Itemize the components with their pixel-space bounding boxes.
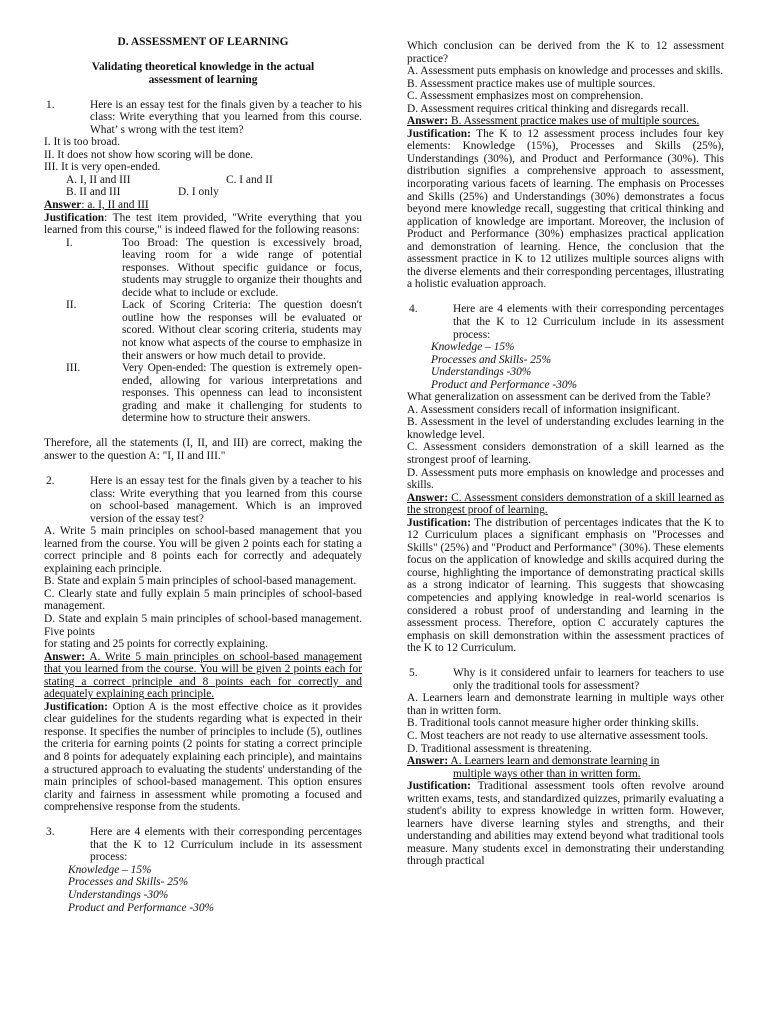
options-row [44,174,362,187]
justification-label: Justification: [407,127,471,140]
justification-label: Justification: [44,700,108,713]
justification [407,780,724,868]
option: B. Traditional tools cannot measure higher order thinking skills. [407,717,699,730]
answer-line [407,115,724,128]
element-item: Product and Performance -30% [68,901,215,914]
answer-text: C. Assessment considers demonstration of a skill learned as the strongest proof of learning. [407,491,724,517]
answer-line [407,755,724,768]
reason-text: Lack of Scoring Criteria: The question doesn't outline how the responses will be evaluated or scored. Without clear scoring criteria, students may not know what aspects of the course to emphasize in their answers or how much detail to provide. [122,299,362,362]
element-item: Knowledge – 15% [431,341,515,354]
statement: III. It is very open-ended. [44,161,161,174]
justification-text: The K to 12 assessment process includes four key elements: Knowledge (15%), Processes and Skills (25%), Understandings (30%), and Product and Performance (30%). This distribution signifies a comprehensive approach to assessment, incorporating various facets of learning. The emphasis on Processes and Skills (25%) and Understandings (30%) demonstrates a focus beyond mere knowledge recall, suggesting that critical thinking and application of knowledge are important. Moreover, the inclusion of Product and Performance (30%) emphasizes practical application and demonstration of learning. Hence, the conclusion that the assessment practice in K to 12 utilizes multiple sources aligns with the diverse elements and their corresponding percentages, illustrating a holistic evaluation approach. [407,127,724,291]
question-text: Here are 4 elements with their corresponding percentages that the K to 12 Curriculum include in its assessment process: [453,303,724,341]
option: A. I, II and III [66,173,131,186]
option: B. Assessment practice makes use of multiple sources. [407,77,656,90]
answer-text: : a. I, II and III [81,199,149,212]
element-item: Processes and Skills- 25% [431,353,552,366]
justification-label: Justification: [407,780,471,793]
question-number: 5. [409,667,418,680]
question-number: 2. [46,474,55,487]
option: C. Assessment considers demonstration of a skill learned as the strongest proof of learning. [407,441,724,466]
justification-text: Traditional assessment tools often revolve around written exams, tests, and standardized quizzes, primarily evaluating a student's ability to express knowledge in written form. However, learners have diverse learning styles and strengths, and their understanding and abilities may extend beyond what traditional tools measure. Many students excel in demonstrating their understanding through practical [407,780,724,868]
reason-text: Too Broad: The question is excessively broad, leaving room for a wide range of potential responses. Without specific guidance or focus, students may struggle to organize their thoughts and decide what to include or exclude. [122,236,362,299]
option: C. Most teachers are not ready to use alternative assessment tools. [407,729,709,742]
question-number: 1. [46,98,55,111]
element-item: Product and Performance -30% [431,378,578,391]
justification [407,128,724,291]
option: D. Assessment puts more emphasis on knowledge and processes and skills. [407,466,724,492]
answer-text: B. Assessment practice makes use of multiple sources. [448,115,700,128]
answer-label: Answer: [407,115,449,128]
justification [407,517,724,655]
option: D. Traditional assessment is threatening. [407,742,592,755]
reason-item [44,237,362,300]
option: B. II and III [66,186,121,199]
reason-number: I. [66,236,73,249]
option-d-continued: for stating and 25 points for correctly explaining. [44,638,268,651]
question-1 [44,99,362,137]
justification [44,701,362,814]
option-d: D. State and explain 5 main principles of school-based management. Five points [44,612,362,638]
question-number: 3. [46,826,55,839]
option-b: B. State and explain 5 main principles of school-based management. [44,575,357,588]
answer-text: A. Learners learn and demonstrate learning in [448,755,660,768]
justification-text: The distribution of percentages indicates that the K to 12 Curriculum places a significant emphasis on "Processes and Skills" (25%) and "Product and Performance" (30%). These elements focus on the application of knowledge and skills acquired during the course, highlighting the importance of demonstrating practical skills as a strong indicator of learning. This suggests that showcasing competencies and applying knowledge in real-world scenarios is considered a robust proof of understanding and learning in the assessment process. Therefore, option C accurately captures the emphasis on skill demonstration within the assessment practices of the K to 12 Curriculum. [407,516,724,655]
justification [44,212,362,237]
question-3-prompt: Which conclusion can be derived from the K to 12 assessment practice? [407,40,724,65]
statement: I. It is too broad. [44,136,120,149]
statement: II. It does not show how scoring will be done. [44,148,254,161]
option-a: A. Write 5 main principles on school-based management that you learned from the course. You will be given 2 points each for stating a correct principle and 8 points each for correctly and adequately explaining each principle. [44,525,362,575]
question-2 [44,475,362,525]
answer-line [44,199,362,212]
question-text: Here are 4 elements with their corresponding percentages that the K to 12 Curriculum include in its assessment process: [90,826,362,864]
question-4 [407,303,724,341]
conclusion-paragraph: Therefore, all the statements (I, II, and III) are correct, making the answer to the question A: "I, II and III." [44,437,362,462]
left-column [44,36,362,914]
option: C. I and II [226,173,273,186]
answer-label: Answer: [407,755,449,768]
question-number: 4. [409,303,418,316]
answer-line [407,492,724,517]
option: A. Learners learn and demonstrate learning in multiple ways other than in written form. [407,692,724,717]
right-column [407,40,724,868]
question-text: Here is an essay test for the finals given by a teacher to his class: Write everything that you learned from this course on school-based management. Which is an improved version of the essay test? [90,474,362,525]
justification-label: Justification [44,211,105,224]
section-heading: D. ASSESSMENT OF LEARNING [117,36,289,48]
reason-number: II. [66,299,77,312]
justification-text: : The test item provided, "Write everything that you learned from this course," is indeed flawed for the following reasons: [44,211,362,237]
option: A. Assessment considers recall of information insignificant. [407,403,680,416]
option: A. Assessment puts emphasis on knowledge and processes and skills. [407,65,724,78]
option: D. Assessment requires critical thinking and disregards recall. [407,102,689,115]
question-3 [44,826,362,864]
answer-label: Answer [44,199,82,212]
option: D. I only [178,186,219,199]
section-subheading: Validating theoretical knowledge in the actual assessment of learning [91,61,315,86]
option-c: C. Clearly state and fully explain 5 main principles of school-based management. [44,587,362,613]
justification-text: Option A is the most effective choice as it provides clear guidelines for the students regarding what is expected in their response. It specifies the number of principles to include (5), outlines the criteria for earning points (2 points for stating a correct principle and 8 points for adequately explaining each principle), and maintains a structured approach to evaluating the students' understanding of the main principles of school-based management. This option ensures clarity and fairness in assessment while promoting a focused and comprehensive response from the students. [44,700,362,814]
options-row [44,186,362,199]
element-item: Knowledge – 15% [68,863,152,876]
question-5 [407,667,724,692]
reason-item [44,362,362,425]
element-item: Processes and Skills- 25% [68,876,189,889]
reason-number: III. [66,362,81,375]
reason-text: Very Open-ended: The question is extremely open-ended, allowing for various interpretations and responses. This openness can lead to inconsistent grading and make it challenging for students to determine how to structure their answers. [122,362,362,425]
answer-text: A. Write 5 main principles on school-based management that you learned from the course. You will be given 2 points each for stating a correct principle and 8 points each for correctly and adequately explaining each principle. [44,650,362,701]
question-text: Why is it considered unfair to learners for teachers to use only the traditional tools for assessment? [453,667,724,692]
option: C. Assessment emphasizes most on comprehension. [407,90,644,103]
answer-label: Answer: [44,650,86,663]
element-item: Understandings -30% [431,366,532,379]
element-item: Understandings -30% [68,888,169,901]
justification-label: Justification: [407,516,471,529]
question-4-prompt: What generalization on assessment can be derived from the Table? [407,391,711,404]
option: B. Assessment in the level of understanding excludes learning in the knowledge level. [407,416,724,441]
answer-line [44,651,362,701]
answer-line-continued: multiple ways other than in written form. [453,767,641,780]
answer-label: Answer: [407,491,449,504]
reason-item [44,299,362,362]
question-text: Here is an essay test for the finals given by a teacher to his class: Write everything that you learned from this course. What’ s wrong with the test item? [90,98,362,136]
